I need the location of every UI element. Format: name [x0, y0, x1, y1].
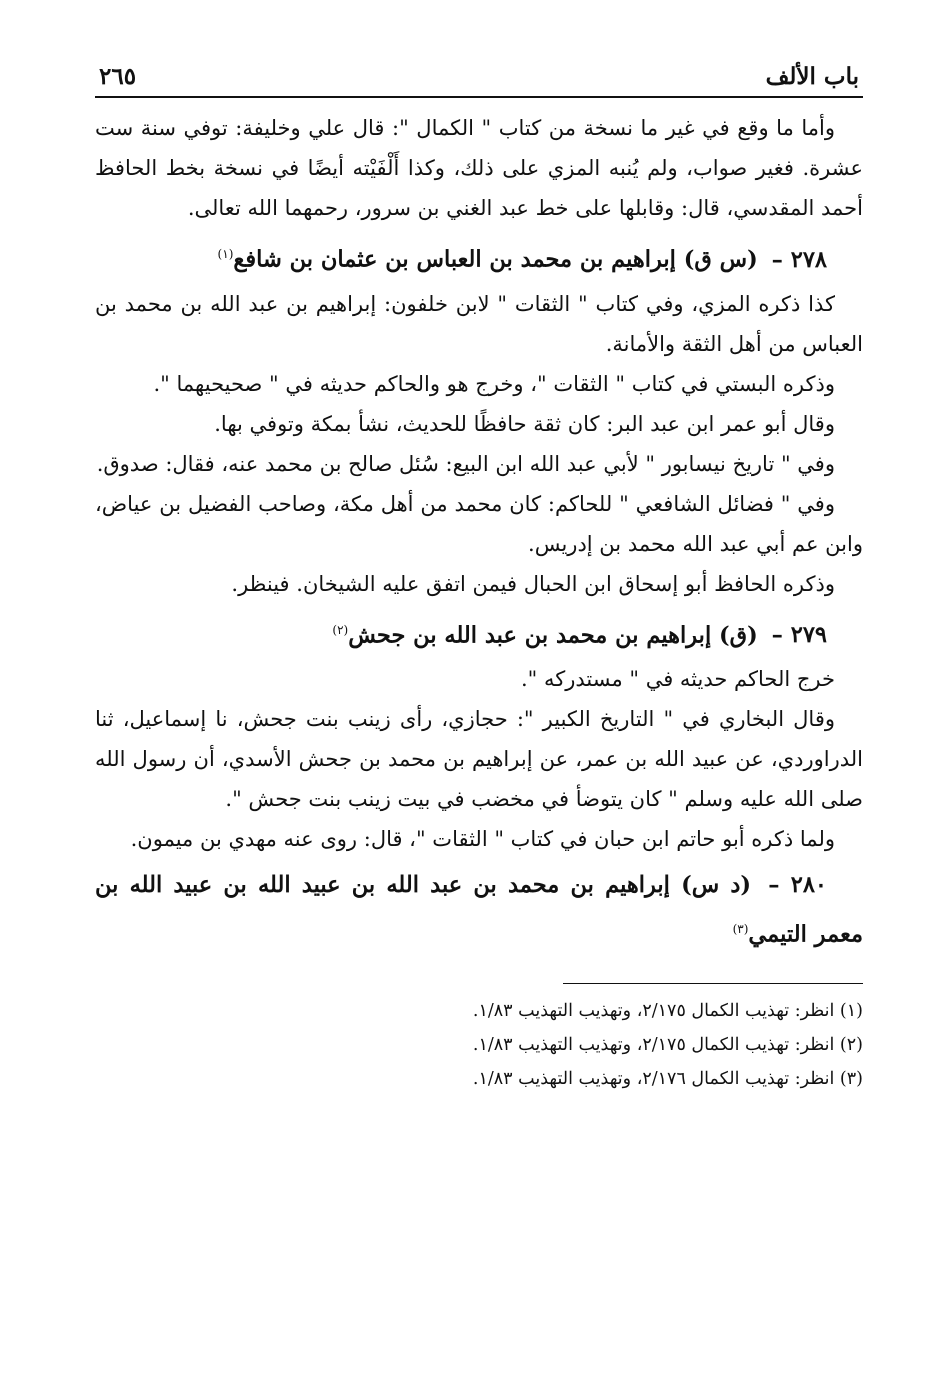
paragraph: وفي " فضائل الشافعي " للحاكم: كان محمد من أهل مكة، وصاحب الفضيل بن عياض، وابن عم أبي عبد الله محمد بن إدريس. — [95, 491, 863, 556]
paragraph: ولما ذكره أبو حاتم ابن حبان في كتاب " الثقات "، قال: روى عنه مهدي بن ميمون. — [130, 827, 835, 851]
header-rule — [95, 96, 863, 98]
entry-number: ٢٧٨ – — [771, 246, 827, 273]
footnote: (٢) انظر: تهذيب الكمال ٢/١٧٥، وتهذيب التهذيب ١/٨٣. — [472, 1034, 863, 1055]
paragraph: وذكره الحافظ أبو إسحاق ابن الحبال فيمن اتفق عليه الشيخان. فينظر. — [231, 571, 835, 596]
footnote-ref: (٢) — [332, 622, 349, 637]
paragraph: وفي " تاريخ نيسابور " لأبي عبد الله ابن البيع: سُئل صالح بن محمد عنه، فقال: صدوق. — [96, 451, 835, 476]
entry-heading — [95, 863, 863, 957]
entry-number: ٢٨٠ – — [768, 872, 828, 898]
footnotes — [95, 994, 863, 1096]
entry-number: ٢٧٩ – — [771, 622, 827, 648]
paragraph: وأما ما وقع في غير ما نسخة من كتاب " الكمال ": قال علي وخليفة: توفي سنة ست عشرة. فغير صواب، ولم يُنبه المزي على ذلك، وكذا أَلْفَيْته أيضًا في نسخة بخط الحافظ أحمد المقدسي، قال: وقابلها على خط عبد الغني بن سرور، رحمهما الله تعالى. — [95, 116, 863, 220]
entry-title: (د س) إبراهيم بن محمد بن عبد الله بن عبيد الله بن عبيد الله بن معمر التيمي — [95, 872, 863, 948]
main-text — [95, 108, 863, 957]
paragraph: كذا ذكره المزي، وفي كتاب " الثقات " لابن خلفون: إبراهيم بن عبد الله بن محمد بن العباس من أهل الثقة والأمانة. — [95, 291, 863, 356]
footnote-ref: (١) — [217, 247, 234, 261]
chapter-title: باب الألف — [765, 63, 859, 90]
entry-title: (س ق) إبراهيم بن محمد بن العباس بن عثمان بن شافع — [233, 246, 758, 273]
footnote: (٣) انظر: تهذيب الكمال ٢/١٧٦، وتهذيب التهذيب ١/٨٣. — [472, 1068, 863, 1089]
entry-heading — [95, 232, 863, 282]
footnote-rule — [563, 983, 863, 984]
book-page — [95, 50, 863, 1096]
page-number: ٢٦٥ — [99, 63, 137, 90]
entry-heading — [95, 608, 863, 658]
paragraph: وذكره البستي في كتاب " الثقات "، وخرج هو والحاكم حديثه في " صحيحيهما ". — [153, 371, 835, 396]
entry-title: (ق) إبراهيم بن محمد بن عبد الله بن جحش — [348, 622, 758, 648]
footnote: (١) انظر: تهذيب الكمال ٢/١٧٥، وتهذيب التهذيب ١/٨٣. — [472, 1000, 863, 1021]
running-head — [95, 50, 863, 96]
paragraph: وقال البخاري في " التاريخ الكبير ": حجازي، رأى زينب بنت جحش، نا إسماعيل، ثنا الدراوردي، عن عبيد الله بن عمر، عن إبراهيم بن محمد بن جحش الأسدي، أن رسول الله صلى الله عليه وسلم " كان يتوضأ في مخضب في بيت زينب بنت جحش ". — [95, 707, 863, 811]
paragraph: خرج الحاكم حديثه في " مستدركه ". — [520, 667, 835, 691]
paragraph: وقال أبو عمر ابن عبد البر: كان ثقة حافظًا للحديث، نشأ بمكة وتوفي بها. — [214, 411, 835, 436]
footnote-ref: (٣) — [732, 922, 749, 936]
